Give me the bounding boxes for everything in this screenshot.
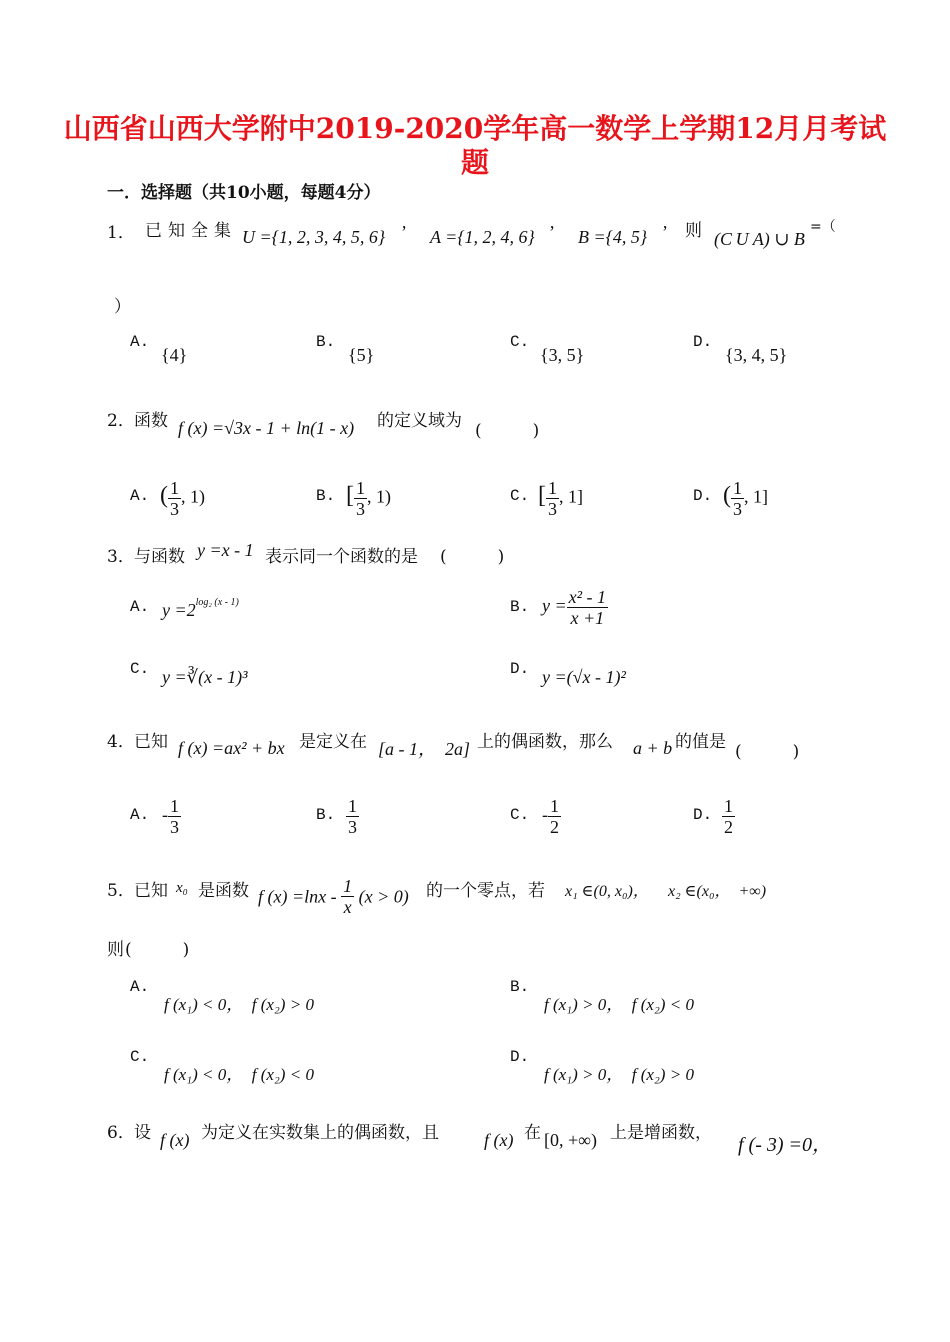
q4-text-value: 的值是 — [675, 732, 726, 752]
q3-expression: y =x - 1 — [197, 540, 254, 560]
q5-x0: x₀ — [176, 880, 188, 896]
q6-interval: [0, +∞) — [544, 1130, 597, 1150]
q6-text: 设 — [134, 1123, 151, 1143]
q1-option-d-label: D. — [693, 333, 713, 351]
q1-then: 则 — [685, 221, 702, 241]
q4-text: 已知 — [134, 732, 168, 752]
q6-fx: f (x) — [160, 1130, 190, 1150]
q4-option-d-label: D. — [693, 806, 713, 824]
q4-option-d[interactable]: $\frac{1}{2}$ — [724, 796, 733, 837]
q2-paren: ( ) — [475, 421, 540, 441]
q5-option-b-label: B. — [510, 978, 530, 996]
q3-option-a-label: A. — [130, 598, 150, 616]
q5-option-d-label: D. — [510, 1048, 530, 1066]
q4-text-even: 上的偶函数，那么 — [477, 732, 613, 752]
q5-text: 已知 — [134, 881, 168, 901]
q2-option-d-label: D. — [693, 487, 713, 505]
q1-comma: ’ — [549, 222, 555, 242]
q5-text-zero: 的一个零点，若 — [426, 881, 545, 901]
q1-option-a[interactable]: {4} — [161, 345, 188, 365]
q1-equals: =（ — [810, 219, 836, 235]
q1-option-d[interactable]: {3, 4, 5} — [725, 345, 788, 365]
q4-number: 4． — [107, 732, 135, 752]
q6-number: 6． — [107, 1123, 135, 1143]
q4-option-a-label: A. — [130, 806, 150, 824]
q2-option-b[interactable]: [ $\frac{1}{3}$ , 1) — [346, 478, 391, 519]
q1-option-b[interactable]: {5} — [348, 345, 375, 365]
q5-option-c-label: C. — [130, 1048, 150, 1066]
q2-number: 2． — [107, 411, 135, 431]
q3-option-b[interactable]: y = $\frac{\text{x² - 1}}{x +1}$ — [542, 587, 607, 628]
q1-option-a-label: A. — [130, 333, 150, 351]
q5-option-d[interactable]: f (x₁) > 0， f (x₂) > 0 — [544, 1065, 694, 1084]
q2-option-a-label: A. — [130, 487, 150, 505]
q1-set-u: U ={1, 2, 3, 4, 5, 6} — [242, 227, 386, 247]
q2-text: 函数 — [134, 411, 168, 431]
q2-option-b-label: B. — [316, 487, 336, 505]
q2-option-a[interactable]: ( $\frac{1}{3}$ , 1) — [160, 478, 205, 519]
q3-option-d-label: D. — [510, 660, 530, 678]
q1-option-c-label: C. — [510, 333, 530, 351]
q4-interval: [a - 1， 2a] — [378, 739, 471, 759]
q3-paren: ( ) — [440, 547, 505, 567]
q1-comma: ’ — [662, 222, 668, 242]
q1-set-a: A ={1, 2, 4, 6} — [430, 227, 535, 247]
q5-option-a[interactable]: f (x₁) < 0， f (x₂) > 0 — [164, 995, 314, 1014]
q5-condition-1: x₁ ∈(0, x₀)， — [565, 883, 649, 900]
q4-paren: ( ) — [735, 742, 800, 762]
q2-option-c-label: C. — [510, 487, 530, 505]
q5-option-c[interactable]: f (x₁) < 0， f (x₂) < 0 — [164, 1065, 314, 1084]
q3-option-c[interactable]: y =∛(x - 1)³ — [162, 667, 248, 687]
q5-text-function: 是函数 — [198, 881, 249, 901]
q3-option-d[interactable]: y =(√x - 1)² — [542, 667, 626, 687]
q4-option-b[interactable]: $\frac{1}{3}$ — [348, 796, 357, 837]
q6-text-increasing: 上是增函数， — [610, 1123, 712, 1143]
page-title: 山西省山西大学附中2019-2020学年高一数学上学期12月月考试题 — [63, 112, 887, 179]
q1-expression: (C U A) ∪ B — [714, 229, 805, 249]
q5-option-b[interactable]: f (x₁) > 0， f (x₂) < 0 — [544, 995, 694, 1014]
q1-close-paren: ） — [114, 297, 131, 317]
q6-condition: f (- 3) =0， — [738, 1134, 833, 1156]
q5-then: 则 — [107, 940, 124, 960]
q4-expression: f (x) =ax² + bx — [178, 738, 285, 758]
q5-paren: ( ) — [125, 940, 190, 960]
q3-option-b-label: B. — [510, 598, 530, 616]
q5-condition-2: x₂ ∈(x₀， +∞) — [668, 883, 767, 900]
q3-text: 与函数 — [134, 547, 185, 567]
q1-number: 1． — [107, 223, 135, 243]
q2-text-domain: 的定义域为 — [377, 411, 462, 431]
q3-number: 3． — [107, 547, 135, 567]
q5-expression: f (x) =lnx - $\frac{1}{x}$ (x > 0) — [258, 876, 409, 917]
q1-set-b: B ={4, 5} — [578, 227, 648, 247]
q6-text-even: 为定义在实数集上的偶函数，且 — [201, 1123, 439, 1143]
q5-option-a-label: A. — [130, 978, 150, 996]
q2-option-c[interactable]: [ $\frac{1}{3}$ , 1] — [538, 478, 583, 519]
q6-fx-2: f (x) — [484, 1130, 514, 1150]
q4-option-c[interactable]: - $\frac{1}{2}$ — [542, 796, 559, 837]
q3-option-a[interactable]: $y =2^{log_2 (x - 1)}$ — [162, 597, 239, 620]
q4-option-a[interactable]: - $\frac{1}{3}$ — [162, 796, 179, 837]
q1-option-b-label: B. — [316, 333, 336, 351]
q1-option-c[interactable]: {3, 5} — [540, 345, 585, 365]
q2-option-d[interactable]: ( $\frac{1}{3}$ , 1] — [723, 478, 768, 519]
q1-comma: ’ — [401, 222, 407, 242]
section-heading: 一．选择题（共10小题，每题4分） — [107, 183, 381, 203]
q4-text-defined: 是定义在 — [299, 732, 367, 752]
q3-option-c-label: C. — [130, 660, 150, 678]
q2-expression: f (x) =√3x - 1 + ln(1 - x) — [178, 418, 355, 438]
q3-text-same: 表示同一个函数的是 — [265, 547, 418, 567]
q6-text-on: 在 — [524, 1123, 541, 1143]
q5-number: 5． — [107, 881, 135, 901]
q4-option-b-label: B. — [316, 806, 336, 824]
q1-text: 已知全集 — [145, 221, 237, 241]
q4-option-c-label: C. — [510, 806, 530, 824]
q4-sum: a + b — [633, 738, 673, 758]
